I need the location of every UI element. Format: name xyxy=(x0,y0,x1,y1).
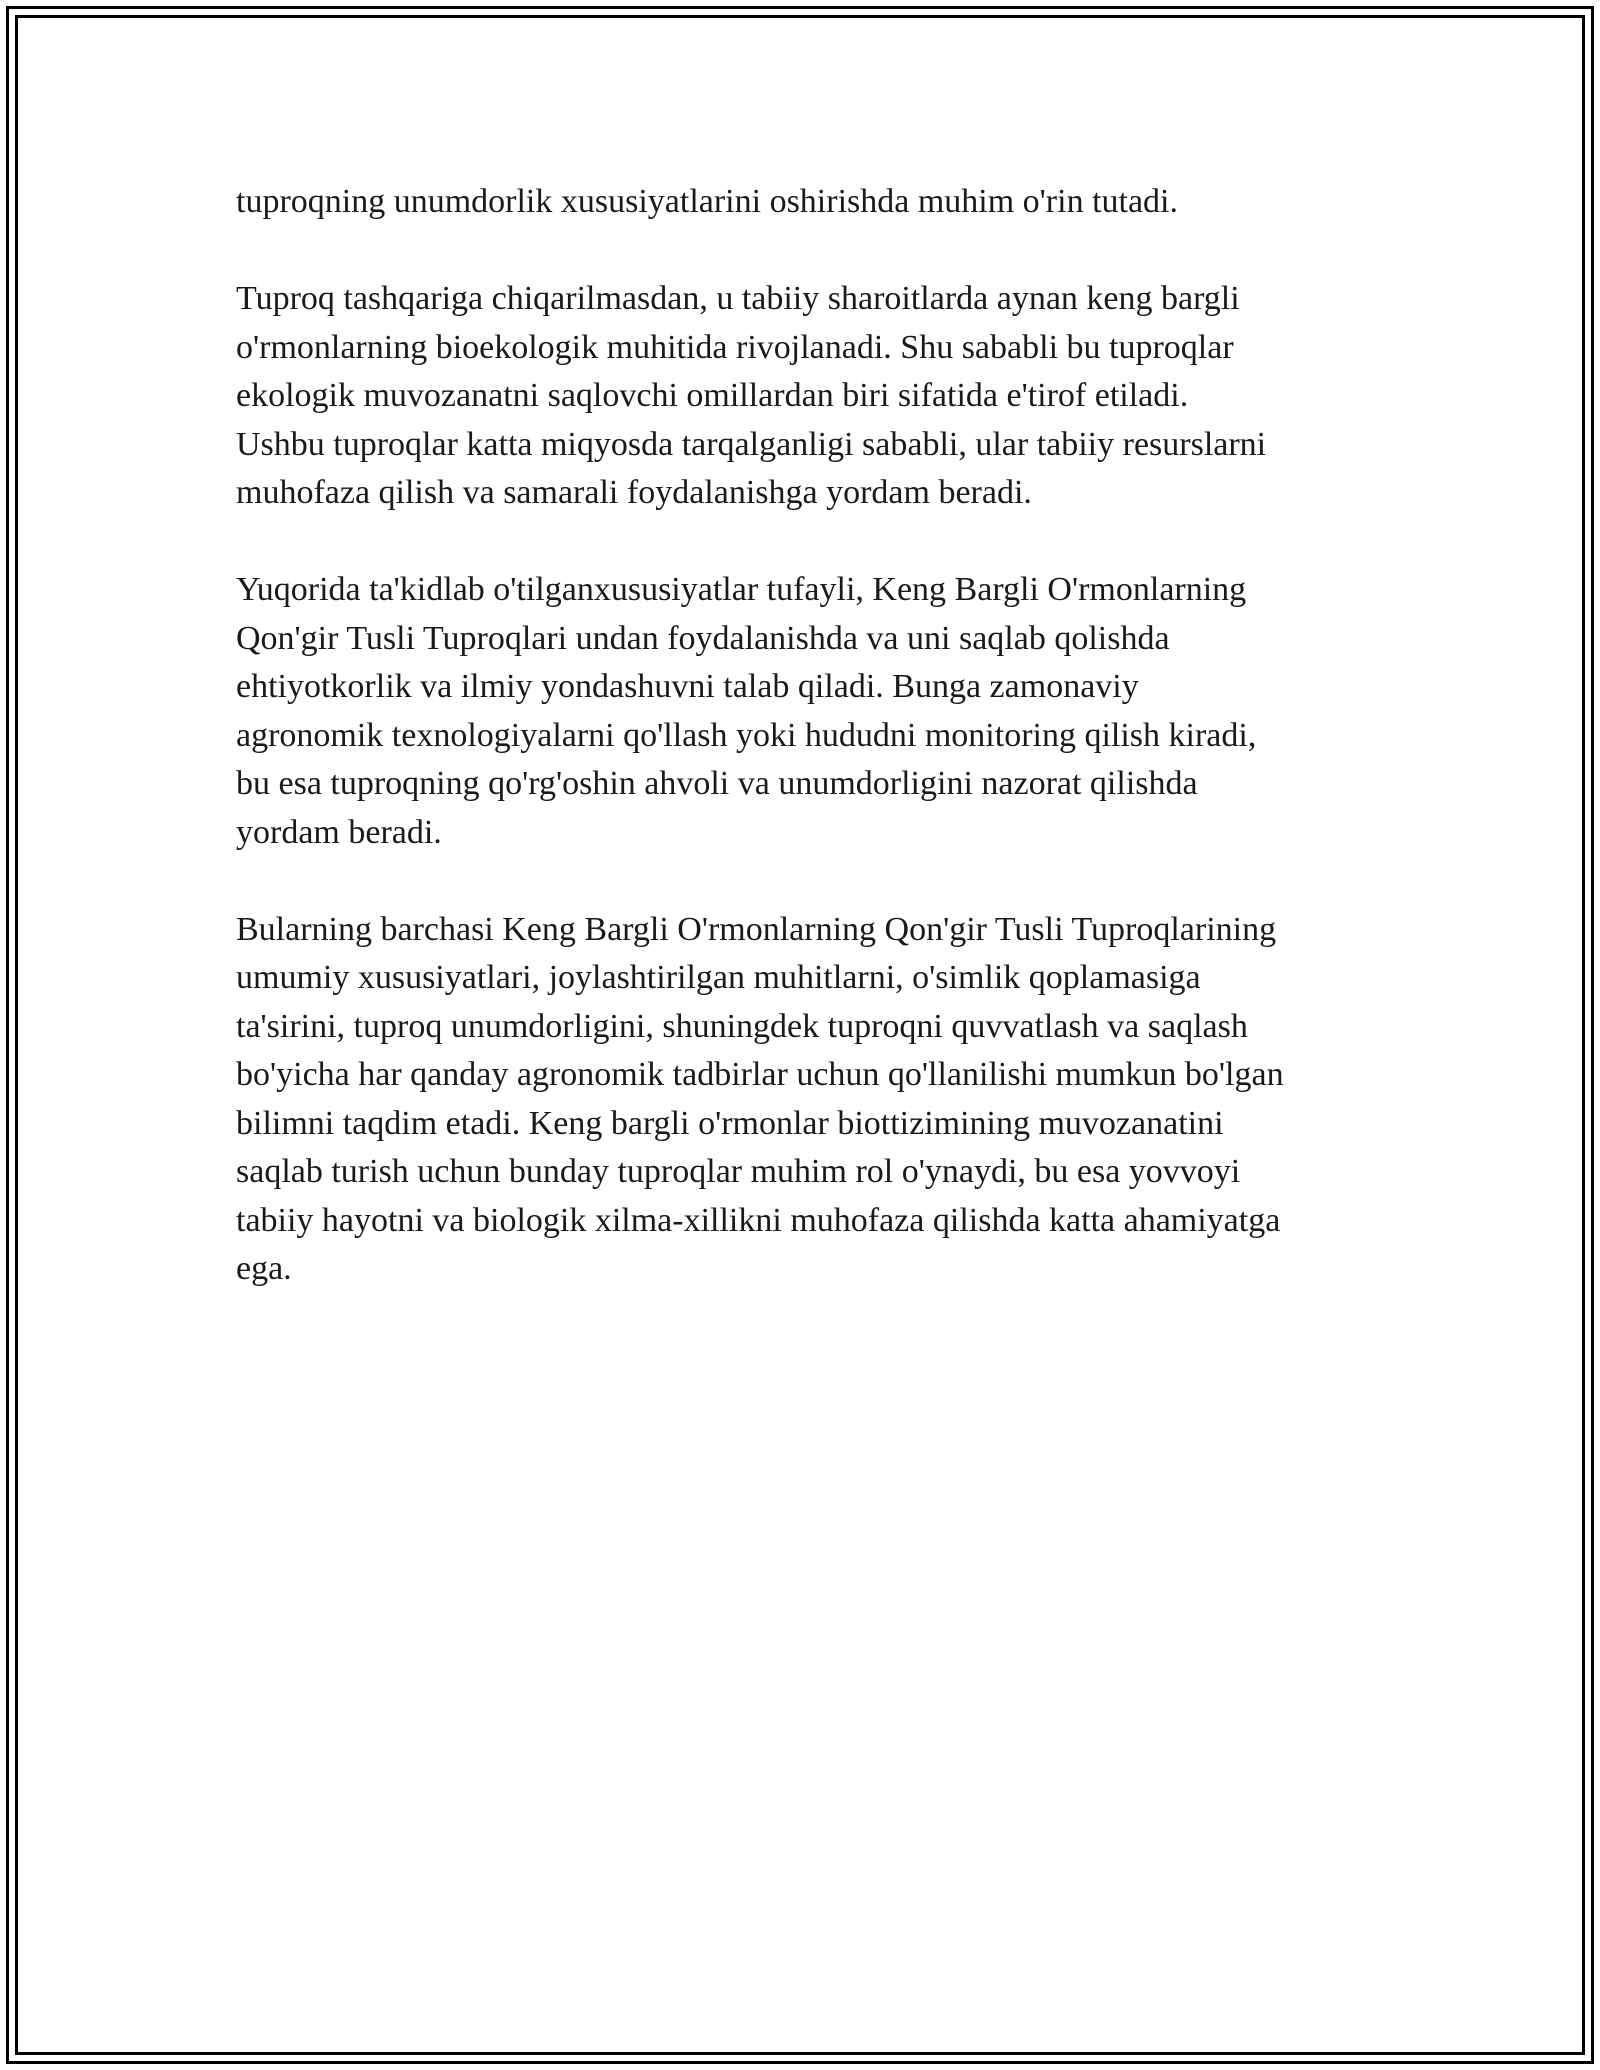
text-line: umumiy xususiyatlari, joylashtirilgan muhitlarni, o'simlik qoplamasiga xyxy=(236,959,1201,996)
text-line: agronomik texnologiyalarni qo'llash yoki hududni monitoring qilish kiradi, xyxy=(236,716,1257,754)
text-line: ehtiyotkorlik va ilmiy yondashuvni talab qiladi. Bunga zamonaviy xyxy=(236,668,1139,705)
text-line: tuproqning unumdorlik xususiyatlarini oshirishda muhim o'rin tutadi. xyxy=(236,183,1179,220)
text-line: muhofaza qilish va samarali foydalanishga yordam beradi. xyxy=(236,474,1032,511)
text-line: bu esa tuproqning qo'rg'oshin ahvoli va unumdorligini nazorat qilishda xyxy=(236,765,1198,802)
text-line: Tuproq tashqariga chiqarilmasdan, u tabiiy sharoitlarda aynan keng bargli xyxy=(236,280,1240,317)
text-line: Qon'gir Tusli Tuproqlari undan foydalanishda va uni saqlab qolishda xyxy=(236,619,1170,657)
text-line: ekologik muvozanatni saqlovchi omillardan biri sifatida e'tirof etiladi. xyxy=(236,377,1189,414)
text-line: Bularning barchasi Keng Bargli O'rmonlarning Qon'gir Tusli Tuproqlarining xyxy=(236,910,1277,948)
paragraph-4 xyxy=(236,906,1406,1294)
text-line: bo'yicha har qanday agronomik tadbirlar uchun qo'llanilishi mumkun bo'lgan xyxy=(236,1056,1284,1093)
text-line: ega. xyxy=(236,1250,292,1287)
text-line: tabiiy hayotni va biologik xilma-xillikni muhofaza qilishda katta ahamiyatga xyxy=(236,1201,1281,1239)
text-line: bilimni taqdim etadi. Keng bargli o'rmonlar biottizimining muvozanatini xyxy=(236,1104,1224,1142)
text-line: ta'sirini, tuproq unumdorligini, shuningdek tuproqni quvvatlash va saqlash xyxy=(236,1007,1248,1045)
paragraph-3 xyxy=(236,566,1406,857)
paragraph-1 xyxy=(236,178,1406,227)
text-line: Yuqorida ta'kidlab o'tilganxususiyatlar tufayli, Keng Bargli O'rmonlarning xyxy=(236,571,1247,608)
text-line: Ushbu tuproqlar katta miqyosda tarqalganligi sababli, ular tabiiy resurslarni xyxy=(236,425,1267,463)
text-line: saqlab turish uchun bunday tuproqlar muhim rol o'ynaydi, bu esa yovvoyi xyxy=(236,1153,1241,1190)
paragraph-2 xyxy=(236,275,1406,518)
text-line: o'rmonlarning bioekologik muhitida rivojlanadi. Shu sababli bu tuproqlar xyxy=(236,328,1234,366)
document-body xyxy=(236,178,1406,1342)
text-line: yordam beradi. xyxy=(236,813,442,851)
